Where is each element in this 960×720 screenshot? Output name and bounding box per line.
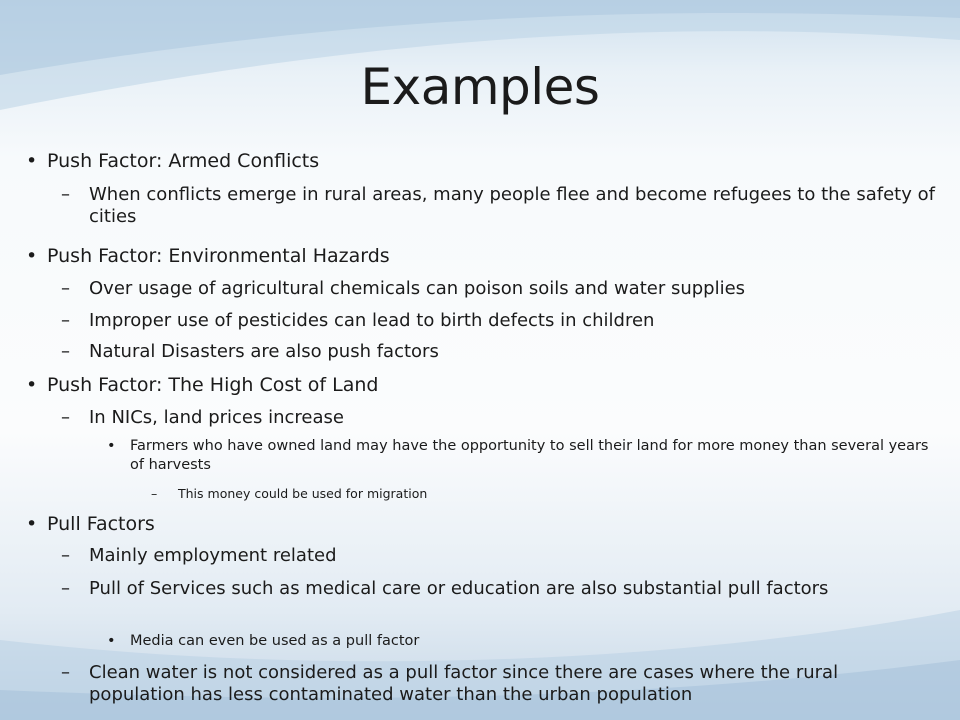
bullet-marker: • [26, 150, 38, 172]
bullet-marker: • [26, 245, 38, 267]
dash-marker: – [61, 662, 70, 683]
sub-bullet-text: Clean water is not considered as a pull factor since there are cases where the rural population has less contaminated water than the urban population [89, 662, 839, 705]
sub-bullet-item [61, 278, 939, 300]
sub-bullet-item [61, 662, 939, 706]
sub-bullet-text: Improper use of pesticides can lead to birth defects in children [89, 310, 655, 331]
sub-bullet-item [61, 184, 939, 228]
sub-sub-bullet-item [107, 632, 930, 651]
dash-marker: – [151, 486, 158, 501]
bullet-item [26, 149, 927, 173]
sub-bullet-text: In NICs, land prices increase [89, 407, 344, 428]
sub-bullet-item [61, 578, 939, 600]
sub-sub-bullet-text: Farmers who have owned land may have the opportunity to sell their land for more money than several years of harvests [130, 438, 929, 473]
bullet-marker: • [107, 438, 116, 454]
sub-bullet-item [61, 341, 939, 363]
dash-marker: – [61, 407, 70, 428]
bullet-marker: • [26, 513, 38, 535]
bullet-text: Push Factor: Armed Conflicts [47, 150, 320, 172]
dash-marker: – [61, 578, 70, 599]
bullet-text: Pull Factors [47, 513, 155, 535]
dash-marker: – [61, 278, 70, 299]
bullet-marker: • [107, 633, 116, 649]
sub-bullet-item [61, 545, 939, 567]
sub-sub-bullet-text: Media can even be used as a pull factor [130, 633, 420, 649]
sub-bullet-text: Pull of Services such as medical care or education are also substantial pull factors [89, 578, 829, 599]
bullet-text: Push Factor: Environmental Hazards [47, 245, 390, 267]
sub-bullet-text: Mainly employment related [89, 545, 337, 566]
sub-bullet-item [61, 407, 939, 429]
sub-bullet-text: Natural Disasters are also push factors [89, 341, 439, 362]
bullet-item [26, 373, 927, 397]
dash-marker: – [61, 545, 70, 566]
bullet-marker: • [26, 374, 38, 396]
sub-bullet-text: When conflicts emerge in rural areas, many people flee and become refugees to the safety of cities [89, 184, 935, 227]
dash-marker: – [61, 184, 70, 205]
level4-bullet-item [151, 486, 878, 502]
sub-bullet-item [61, 310, 939, 332]
sub-bullet-text: Over usage of agricultural chemicals can poison soils and water supplies [89, 278, 746, 299]
bullet-item [26, 244, 927, 268]
dash-marker: – [61, 341, 70, 362]
bullet-text: Push Factor: The High Cost of Land [47, 374, 379, 396]
dash-marker: – [61, 310, 70, 331]
bullet-item [26, 512, 927, 536]
sub-sub-bullet-item [107, 437, 930, 475]
level4-bullet-text: This money could be used for migration [178, 486, 428, 501]
slide-title: Examples [360, 58, 600, 116]
